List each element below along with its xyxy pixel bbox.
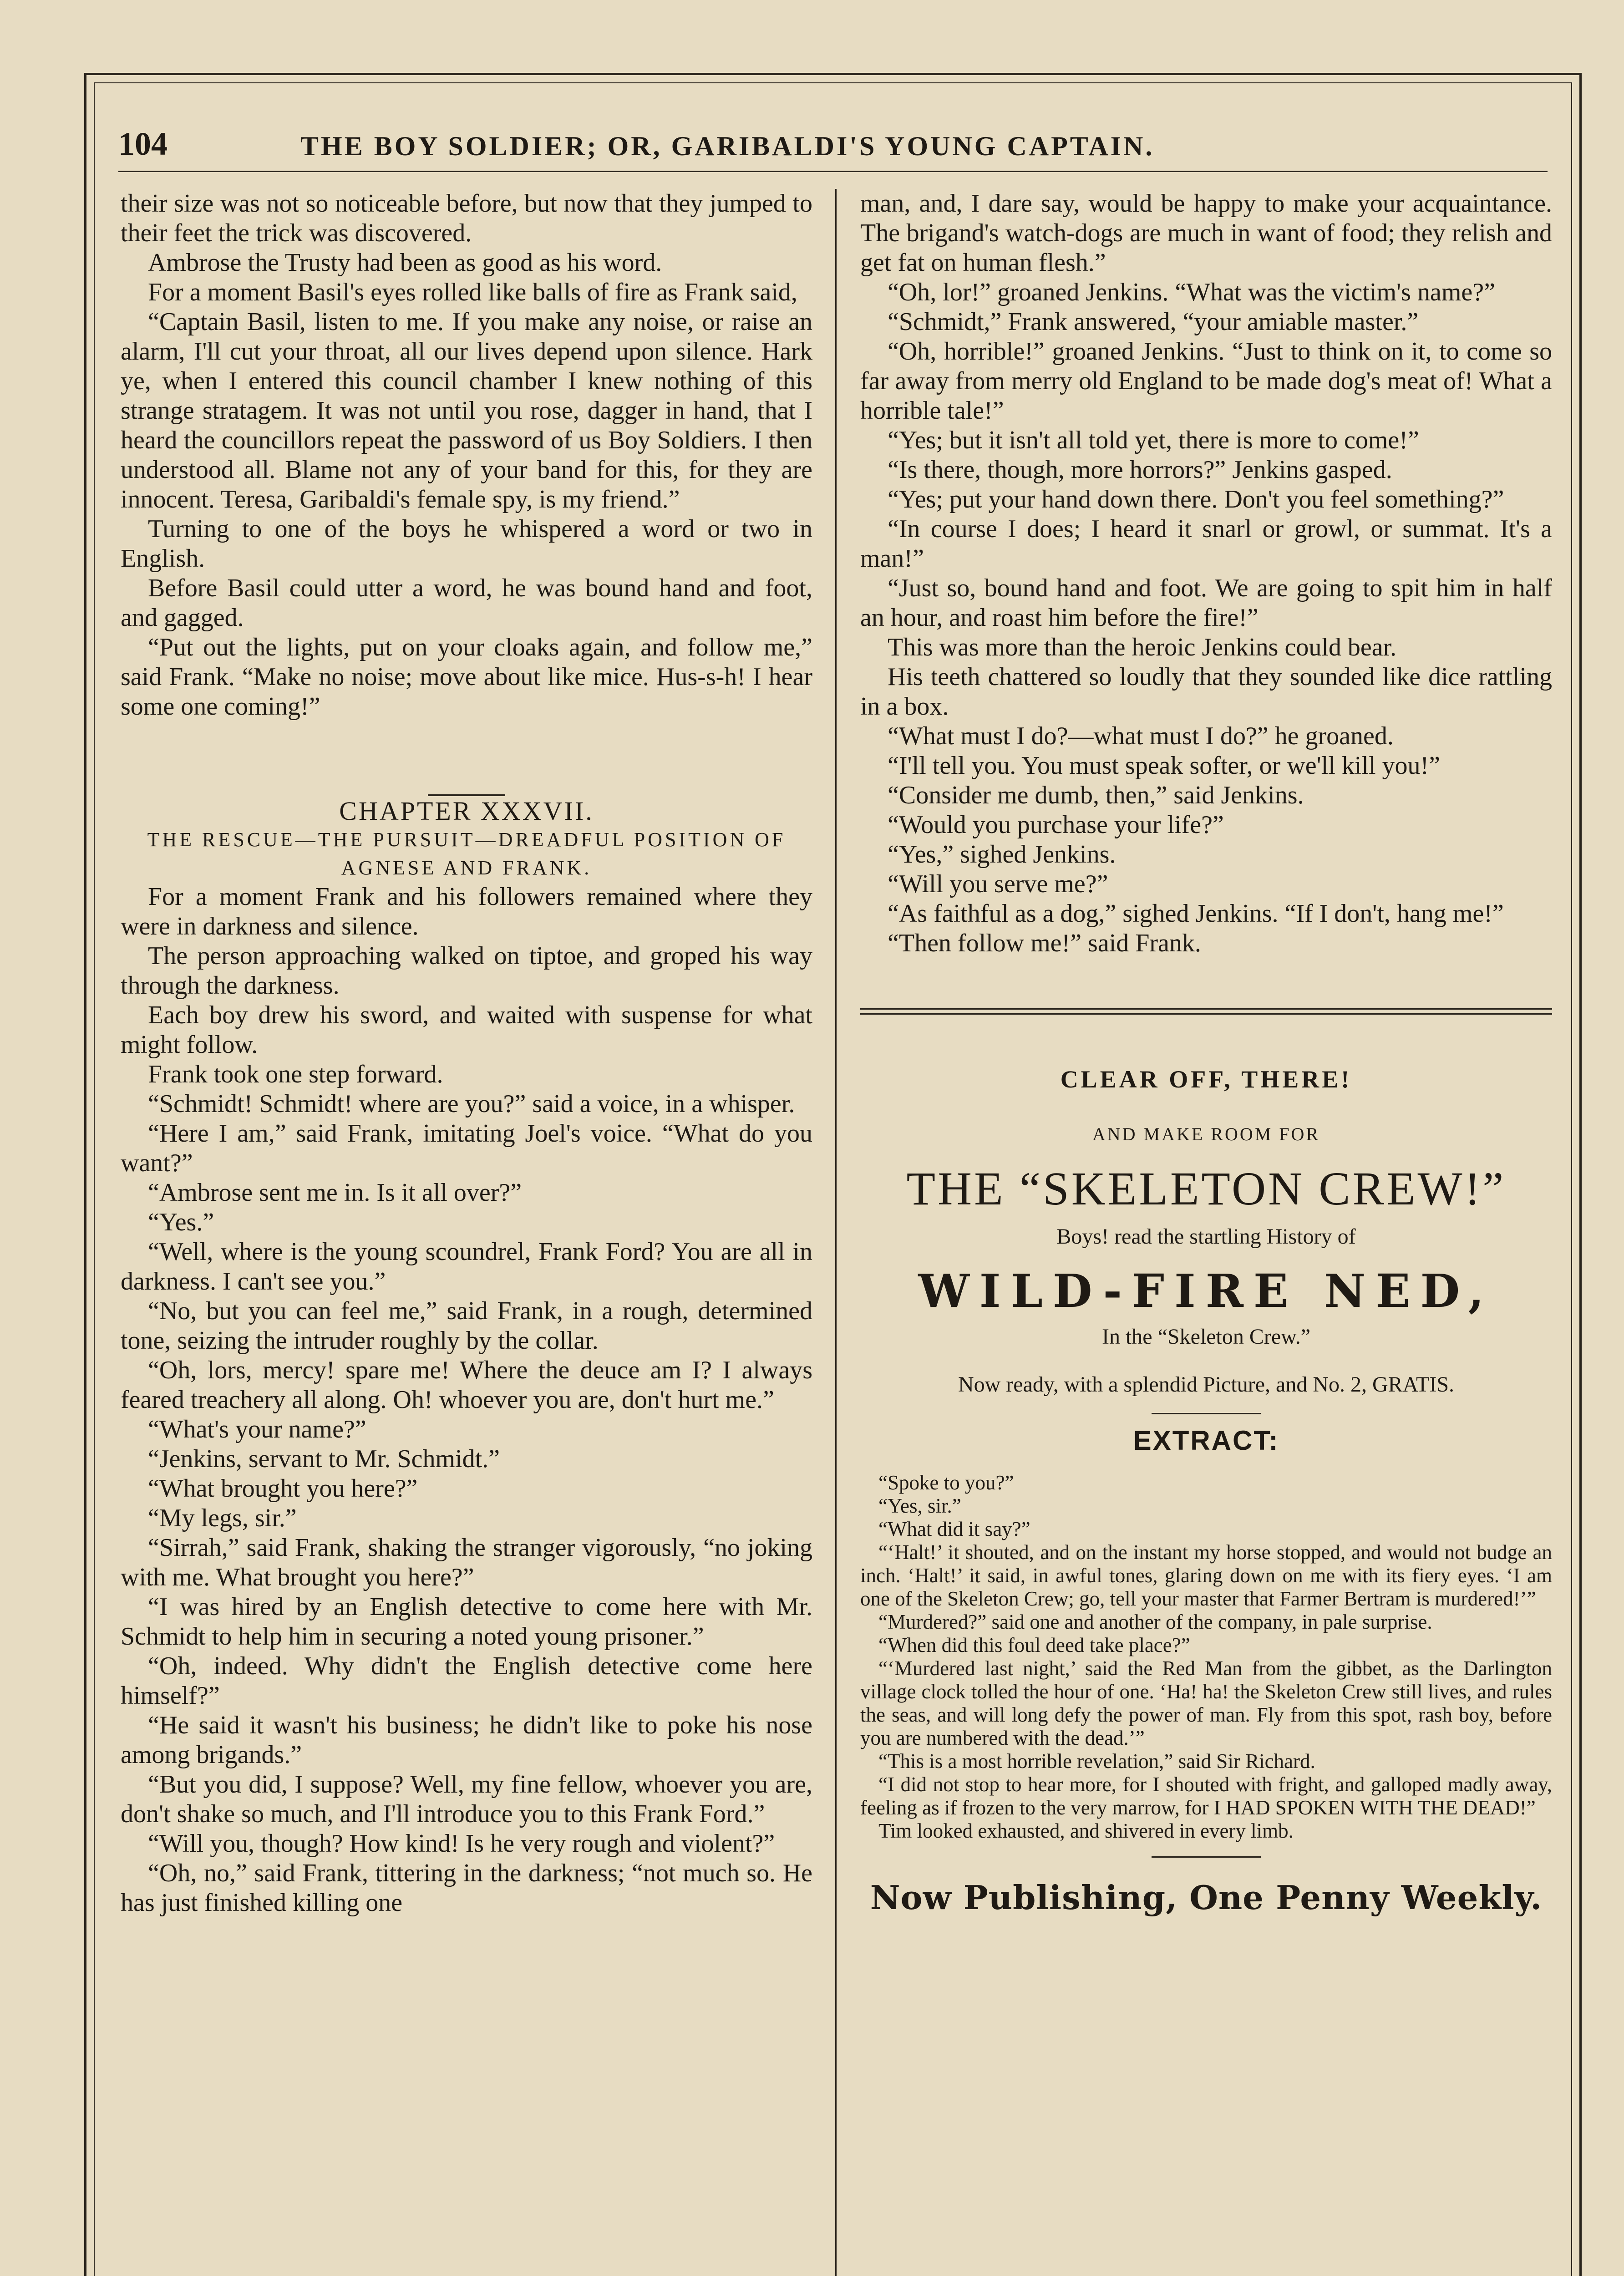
ad-headline: CLEAR OFF, THERE!: [1060, 1066, 1352, 1093]
paragraph: “Yes; but it isn't all told yet, there is more to come!”: [888, 426, 1419, 454]
paragraph: “In course I does; I heard it snarl or growl, or summat. It's a man!”: [860, 515, 1552, 573]
extract-line: “Yes, sir.”: [878, 1494, 961, 1517]
paragraph: “What must I do?—what must I do?” he groaned.: [888, 722, 1394, 750]
paragraph: “Oh, horrible!” groaned Jenkins. “Just to think on it, to come so far away from merry old England to be made dog's meat of! What a horrible tale!”: [860, 337, 1552, 425]
paragraph: “No, but you can feel me,” said Frank, in a rough, determined tone, seizing the intruder roughly by the collar.: [121, 1297, 812, 1355]
paragraph: Before Basil could utter a word, he was bound hand and foot, and gagged.: [121, 574, 812, 632]
page-frame: [84, 73, 1582, 2276]
paragraph: “He said it wasn't his business; he didn't like to poke his nose among brigands.”: [121, 1711, 812, 1769]
paragraph: “Yes,” sighed Jenkins.: [888, 840, 1116, 869]
paragraph: “Consider me dumb, then,” said Jenkins.: [888, 781, 1304, 809]
advertisement-divider: [860, 1008, 1552, 1015]
paragraph: Turning to one of the boys he whispered a word or two in English.: [121, 515, 812, 573]
ad-in-line: In the “Skeleton Crew.”: [1101, 1325, 1311, 1349]
paragraph: The person approaching walked on tiptoe, and groped his way through the darkness.: [121, 942, 812, 1000]
paragraph: “Just so, bound hand and foot. We are going to spit him in half an hour, and roast him before the fire!”: [860, 574, 1552, 632]
paragraph: “I'll tell you. You must speak softer, or we'll kill you!”: [888, 752, 1441, 780]
paragraph: “Ambrose sent me in. Is it all over?”: [148, 1179, 522, 1207]
story-continuation: [860, 189, 1552, 958]
ad-hero-name: WILD-FIRE NED,: [918, 1264, 1494, 1318]
paragraph: man, and, I dare say, would be happy to make your acquaintance. The brigand's watch-dogs are much in want of food; they relish and get fat on human flesh.”: [860, 189, 1552, 277]
paragraph: “Is there, though, more horrors?” Jenkins gasped.: [888, 456, 1392, 484]
paragraph: “I was hired by an English detective to come here with Mr. Schmidt to help him in securing a noted young prisoner.”: [121, 1593, 812, 1651]
extract-line: “I did not stop to hear more, for I shouted with fright, and galloped madly away, feeling as if frozen to the very marrow, for I HAD SPOKEN WITH THE DEAD!”: [860, 1773, 1552, 1819]
paragraph: Each boy drew his sword, and waited with suspense for what might follow.: [121, 1001, 812, 1059]
paragraph: For a moment Basil's eyes rolled like balls of fire as Frank said,: [148, 278, 797, 306]
paragraph: “But you did, I suppose? Well, my fine fellow, whoever you are, don't shake so much, and I'll introduce you to this Frank Ford.”: [121, 1770, 812, 1828]
paragraph: This was more than the heroic Jenkins could bear.: [888, 633, 1397, 661]
paragraph: Ambrose the Trusty had been as good as his word.: [148, 249, 662, 277]
ad-boys-line: Boys! read the startling History of: [1056, 1224, 1356, 1249]
chapter-title: CHAPTER XXXVII.: [339, 796, 594, 826]
paragraph: “Would you purchase your life?”: [888, 811, 1224, 839]
paragraph: “Put out the lights, put on your cloaks again, and follow me,” said Frank. “Make no noise; move about like mice. Hus-s-h! I hear some one coming!”: [121, 633, 812, 721]
paragraph: “Captain Basil, listen to me. If you make any noise, or raise an alarm, I'll cut your throat, all our lives depend upon silence. Hark ye, when I entered this council chamber I knew nothing of this strange stratagem. It was not until you rose, dagger in hand, that I heard the councillors repeat the password of us Boy Soldiers. I then understood all. Blame not any of your band for this, for they are innocent. Teresa, Garibaldi's female spy, is my friend.”: [121, 308, 812, 513]
paragraph: “Oh, no,” said Frank, tittering in the darkness; “not much so. He has just finished killing one: [121, 1859, 812, 1917]
page-header: [118, 121, 1548, 172]
paragraph: “Schmidt,” Frank answered, “your amiable master.”: [888, 308, 1419, 336]
page-number: 104: [118, 126, 167, 162]
extract-line: “Murdered?” said one and another of the company, in pale surprise.: [878, 1610, 1432, 1633]
ad-subline: AND MAKE ROOM FOR: [1092, 1124, 1320, 1144]
extract-line: “What did it say?”: [878, 1518, 1030, 1540]
paragraph: “As faithful as a dog,” sighed Jenkins. “If I don't, hang me!”: [888, 899, 1504, 928]
ad-extract-label: EXTRACT:: [1133, 1425, 1279, 1456]
running-title: THE BOY SOLDIER; OR, GARIBALDI'S YOUNG CAPTAIN.: [300, 131, 1155, 161]
ad-now-ready: Now ready, with a splendid Picture, and No. 2, GRATIS.: [958, 1372, 1455, 1397]
ad-title: THE “SKELETON CREW!”: [906, 1163, 1506, 1215]
left-column: [121, 189, 812, 2276]
ad-short-rule: [1152, 1413, 1261, 1414]
paragraph: For a moment Frank and his followers remained where they were in darkness and silence.: [121, 883, 812, 940]
paragraph: “My legs, sir.”: [148, 1504, 297, 1532]
paragraph: “What's your name?”: [148, 1415, 366, 1443]
extract-line: “‘Murdered last night,’ said the Red Man from the gibbet, as the Darlington village clock tolled the hour of one. ‘Ha! ha! the Skeleton Crew still lives, and rules the seas, and will long defy the power of man. Fly from this spot, rash boy, before you are numbered with the dead.’”: [860, 1657, 1552, 1749]
right-column: [860, 189, 1552, 2276]
paragraph: “Schmidt! Schmidt! where are you?” said a voice, in a whisper.: [148, 1090, 795, 1118]
paragraph: “Oh, lors, mercy! spare me! Where the deuce am I? I always feared treachery all along. Oh! whoever you are, don't hurt me.”: [121, 1356, 812, 1414]
paragraph: “Oh, lor!” groaned Jenkins. “What was the victim's name?”: [888, 278, 1495, 306]
column-divider: [835, 189, 837, 2276]
extract-line: “Spoke to you?”: [878, 1471, 1014, 1494]
paragraph: “Well, where is the young scoundrel, Frank Ford? You are all in darkness. I can't see you.”: [121, 1238, 812, 1295]
paragraph: “Yes.”: [148, 1208, 214, 1236]
paragraph: “Then follow me!” said Frank.: [888, 929, 1201, 957]
paragraph: their size was not so noticeable before, but now that they jumped to their feet the trick was discovered.: [121, 189, 812, 247]
extract-line: “This is a most horrible revelation,” said Sir Richard.: [878, 1750, 1315, 1773]
paragraph: “Jenkins, servant to Mr. Schmidt.”: [148, 1445, 500, 1473]
ad-short-rule: [1152, 1856, 1261, 1858]
ad-extract-body: [860, 1471, 1552, 1843]
paragraphs-after-chapter: [121, 882, 812, 1918]
paragraph: “Oh, indeed. Why didn't the English detective come here himself?”: [121, 1652, 812, 1710]
extract-line: Tim looked exhausted, and shivered in every limb.: [878, 1819, 1294, 1842]
paragraph: “Here I am,” said Frank, imitating Joel's voice. “What do you want?”: [121, 1119, 812, 1177]
extract-line: “‘Halt!’ it shouted, and on the instant my horse stopped, and would not budge an inch. ‘Halt!’ it said, in awful tones, glaring down on me with its fiery eyes. ‘I am one of the Skeleton Crew; go, tell your master that Farmer Bertram is murdered!’”: [860, 1541, 1552, 1610]
paragraph: “Will you, though? How kind! Is he very rough and violent?”: [148, 1829, 775, 1858]
paragraph: “Will you serve me?”: [888, 870, 1108, 898]
paragraph: “What brought you here?”: [148, 1474, 418, 1503]
extract-line: “When did this foul deed take place?”: [878, 1634, 1190, 1656]
ad-footer: Now Publishing, One Penny Weekly.: [870, 1878, 1543, 1917]
paragraph: “Yes; put your hand down there. Don't you feel something?”: [888, 485, 1504, 513]
paragraph: His teeth chattered so loudly that they sounded like dice rattling in a box.: [860, 663, 1552, 721]
paragraph: “Sirrah,” said Frank, shaking the stranger vigorously, “no joking with me. What brought you here?”: [121, 1534, 812, 1591]
chapter-subtitle: THE RESCUE—THE PURSUIT—DREADFUL POSITION OF AGNESE AND FRANK.: [147, 828, 786, 879]
paragraphs-before-chapter: [121, 189, 812, 721]
paragraph: Frank took one step forward.: [148, 1060, 443, 1088]
advertisement: [860, 1065, 1552, 1917]
